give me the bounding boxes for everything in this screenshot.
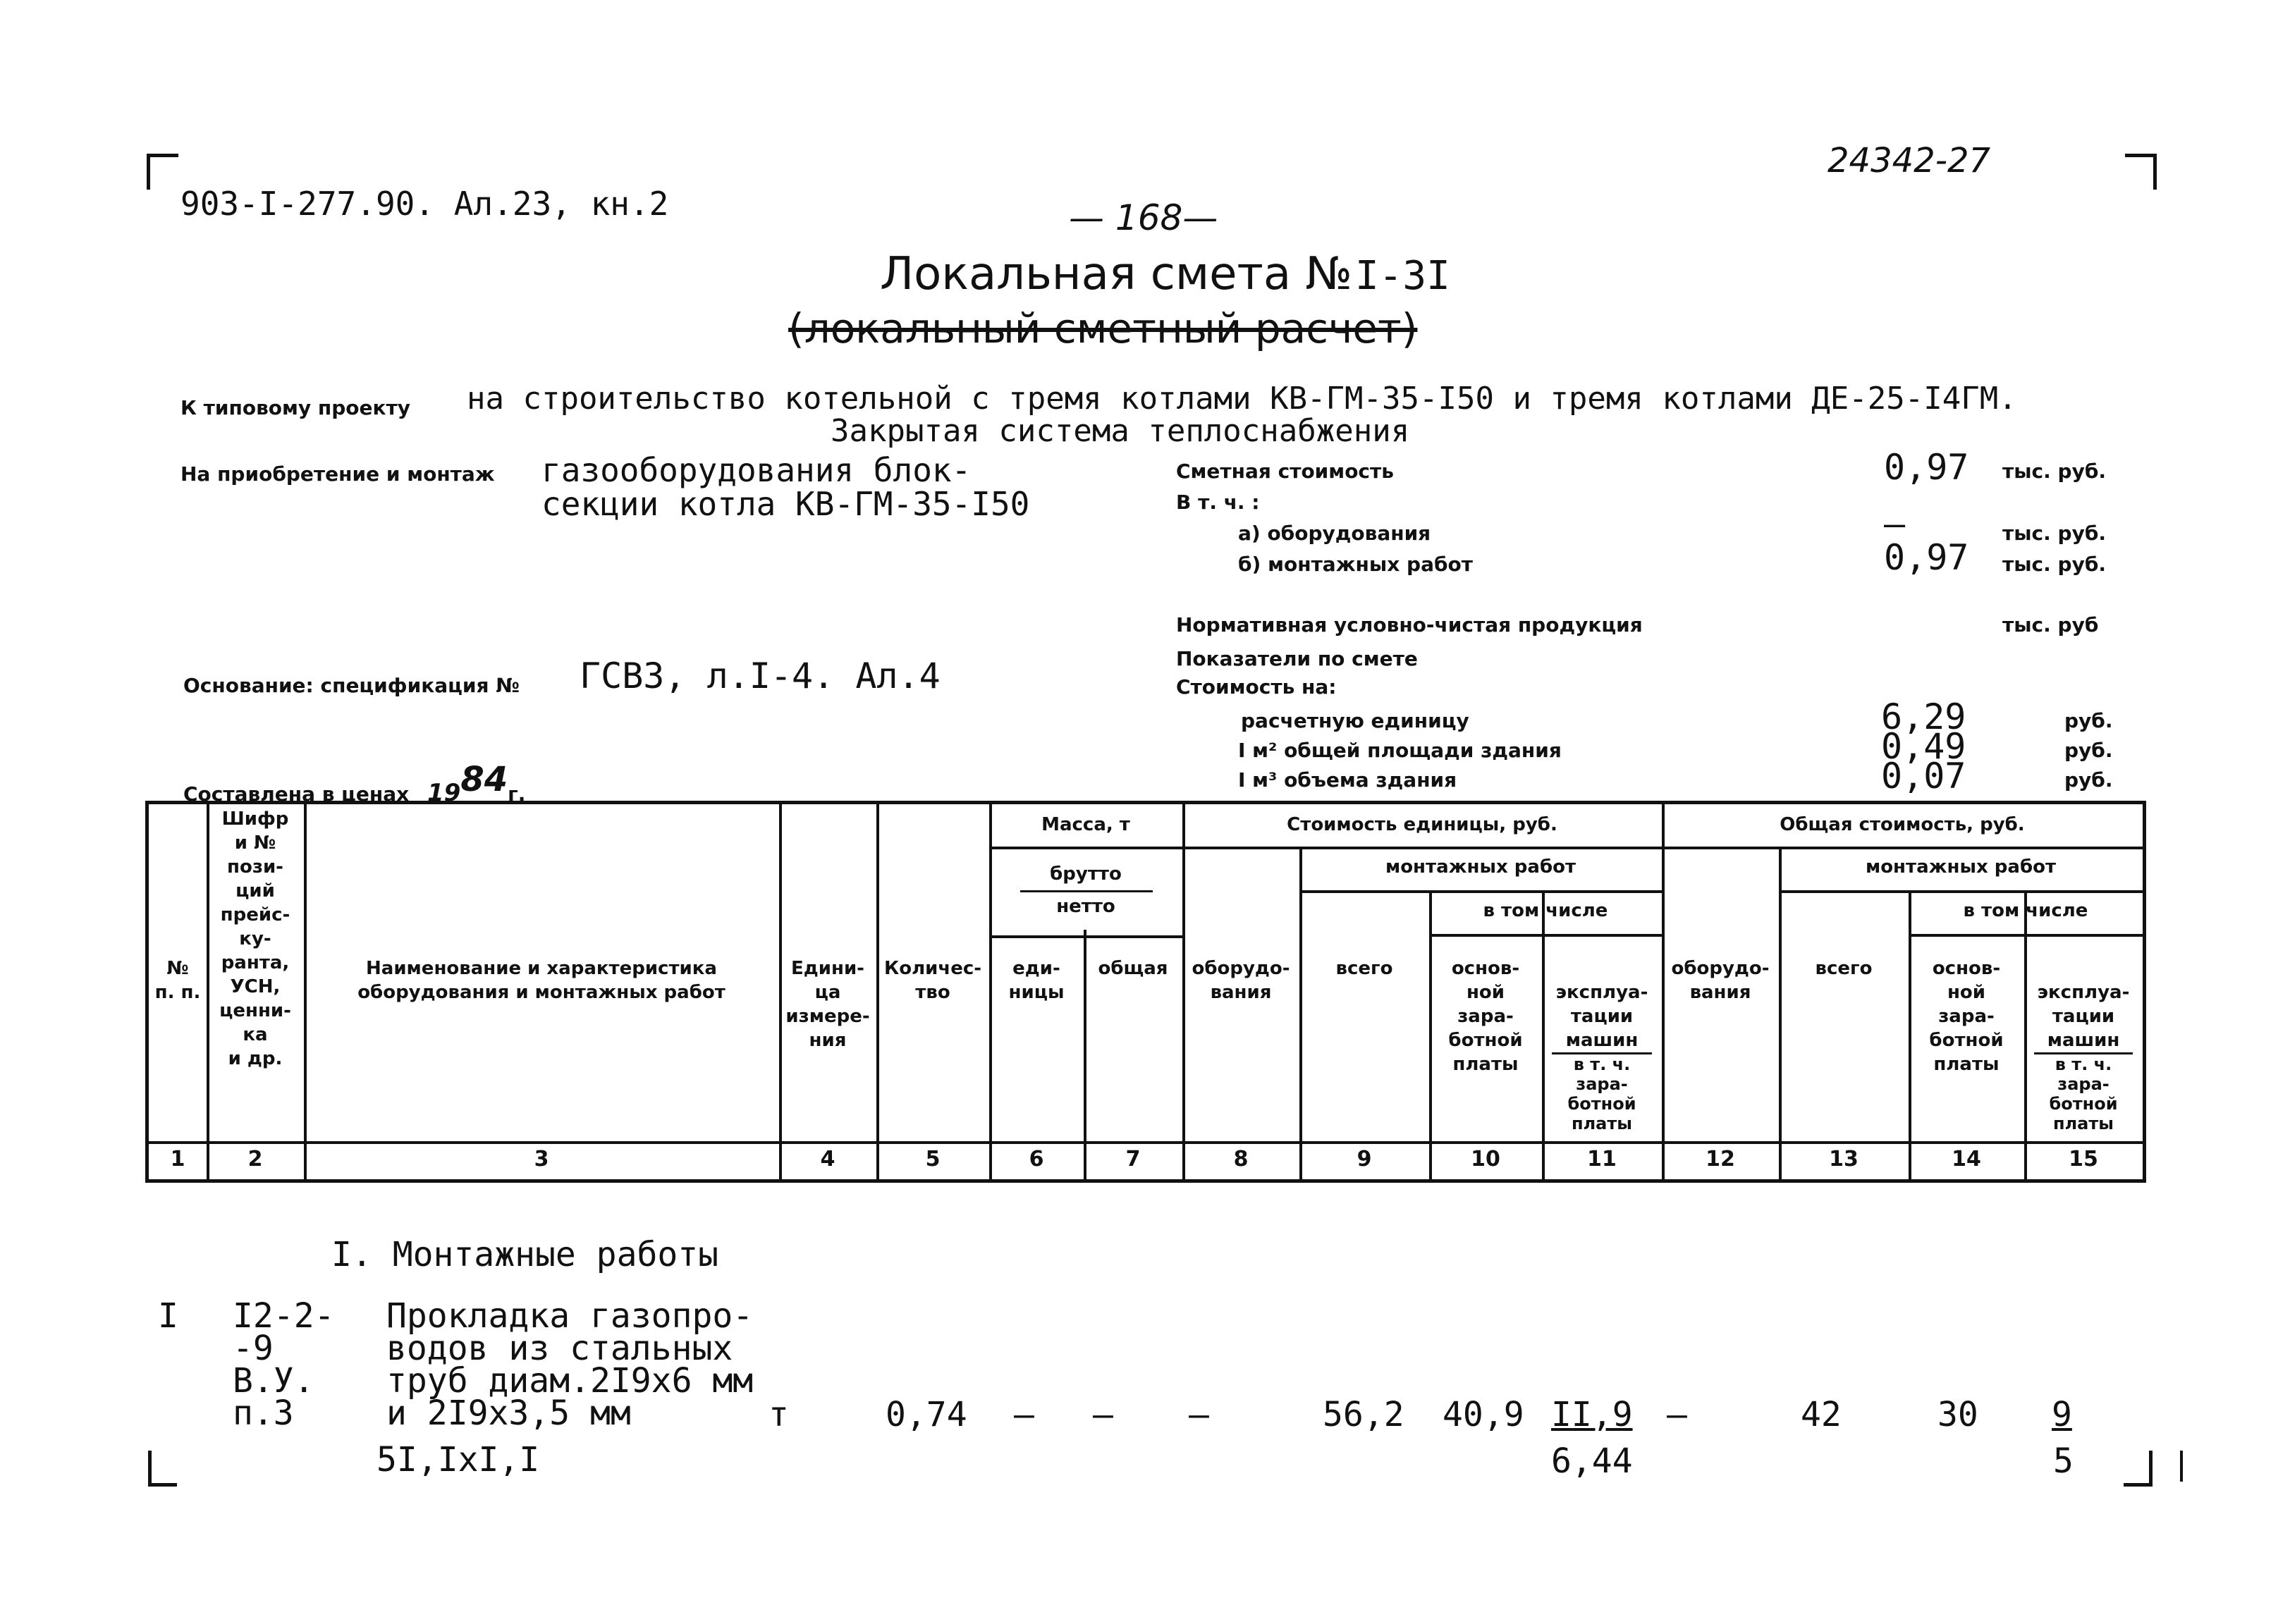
per-unit-value: 6,29 — [1881, 696, 1966, 737]
per-unit-label: расчетную единицу — [1241, 709, 1469, 732]
row-1-qty: 0,74 — [886, 1395, 967, 1434]
mount-label: б) монтажных работ — [1238, 553, 1473, 576]
col-num-14: 14 — [1952, 1147, 1981, 1171]
col-4-header: Едини- ца измере- ния — [785, 958, 870, 1051]
per-m3-value: 0,07 — [1881, 756, 1966, 796]
brutto-header: брутто — [1050, 863, 1122, 885]
col-num-5: 5 — [925, 1147, 941, 1171]
incl-label: В т. ч. : — [1176, 491, 1260, 514]
unit-cost-header: Стоимость единицы, руб. — [1287, 814, 1557, 835]
col-7-header: общая — [1098, 958, 1168, 979]
row-1-machines-total: 9 — [2052, 1395, 2072, 1434]
col-8-header: оборудо- вания — [1192, 958, 1290, 1003]
col-num-8: 8 — [1233, 1147, 1249, 1171]
corner-mark-bottom-left — [148, 1451, 177, 1487]
mount-unit: тыс. руб. — [2002, 553, 2107, 576]
mount-value: 0,97 — [1884, 537, 1969, 578]
row-1-number: I — [158, 1296, 178, 1336]
row-1-machines: II,9 — [1551, 1395, 1633, 1434]
per-m3-unit: руб. — [2064, 768, 2113, 792]
purpose-line-1: газооборудования блок- — [541, 451, 972, 489]
col-14-header: основ- ной зара- ботной платы — [1929, 958, 2004, 1075]
row-1-code-4: п.3 — [233, 1394, 294, 1433]
col-num-11: 11 — [1587, 1147, 1617, 1171]
section-title: I. Монтажные работы — [331, 1235, 719, 1274]
col-6-header: еди- ницы — [1008, 958, 1065, 1003]
normative-label: Нормативная условно-чистая продукция — [1176, 613, 1643, 636]
cost-on-label: Стоимость на: — [1176, 675, 1337, 699]
row-1-mass-total: – — [1093, 1395, 1113, 1434]
row-1-code-3: В.У. — [233, 1361, 314, 1401]
row-1-mount-total-2: 42 — [1801, 1395, 1842, 1434]
per-m2-unit: руб. — [2064, 739, 2113, 762]
row-1-name-2: водов из стальных — [386, 1329, 733, 1368]
corner-mark-bottom-right — [2124, 1451, 2153, 1487]
row-1-base-wage: 40,9 — [1443, 1395, 1524, 1434]
equip-unit: тыс. руб. — [2002, 522, 2107, 545]
col-3-header: Наименование и характеристика оборудования и монтажных работ — [357, 958, 725, 1003]
incl-header: в том числе — [1483, 900, 1608, 921]
corner-mark-top-left — [147, 154, 178, 190]
col-num-10: 10 — [1471, 1147, 1500, 1171]
equip-label: а) оборудования — [1238, 522, 1431, 545]
col-num-4: 4 — [820, 1147, 835, 1171]
estimate-table-header — [145, 801, 2146, 1183]
col-num-2: 2 — [247, 1147, 263, 1171]
project-line-1: на строительство котельной с тремя котлами КВ-ГМ-35-I50 и тремя котлами ДЕ-25-I4ГМ. — [467, 381, 2017, 417]
col-13-header: всего — [1815, 958, 1873, 979]
col-11-header: эксплуа- тации машин в т. ч. зара- ботной платы — [1542, 956, 1662, 1157]
row-1-machines-wage-total: 5 — [2053, 1441, 2074, 1481]
corner-mark-top-right — [2125, 154, 2157, 190]
row-1-equip-total: – — [1667, 1395, 1687, 1434]
total-cost-label: Сметная стоимость — [1176, 460, 1394, 483]
subtitle-struck: (локальный сметный расчет) — [788, 304, 1418, 352]
mount-works-header: монтажных работ — [1385, 856, 1576, 878]
col-5-header: Количес- тво — [883, 958, 982, 1003]
basis-value: ГСВЗ, л.I-4. Ал.4 — [580, 656, 941, 696]
basis-label: Основание: спецификация № — [183, 674, 520, 697]
project-line-2: Закрытая система теплоснабжения — [831, 413, 1410, 449]
col-num-13: 13 — [1829, 1147, 1859, 1171]
col-num-1: 1 — [170, 1147, 185, 1171]
col-2-header: Шифр и № пози- ций прейс- ку- ранта, УСН, ценни- ка и др. — [219, 808, 291, 1069]
col-num-3: 3 — [534, 1147, 549, 1171]
archive-number: 24342-27 — [1827, 141, 1991, 180]
incl-2-header: в том числе — [1963, 900, 2088, 921]
per-m2-value: 0,49 — [1881, 726, 1966, 767]
row-1-name-1: Прокладка газопро- — [386, 1296, 754, 1336]
prices-line: Составлена в ценах 1984г. — [183, 760, 526, 807]
row-1-formula: 5I,IхI,I — [376, 1440, 540, 1480]
page-number: — 168— — [1069, 197, 1218, 238]
per-m3-label: I м³ объема здания — [1238, 768, 1457, 792]
row-1-equip-unit-cost: – — [1189, 1395, 1209, 1434]
mass-header: Масса, т — [1041, 814, 1130, 835]
edge-mark-right — [2180, 1451, 2183, 1482]
col-10-header: основ- ной зара- ботной платы — [1448, 958, 1523, 1075]
mount-works-2-header: монтажных работ — [1865, 856, 2057, 878]
estimate-number: I-3I — [1354, 253, 1450, 299]
total-cost-unit: тыс. руб. — [2002, 460, 2107, 483]
project-label: К типовому проекту — [180, 396, 411, 419]
page-title: Локальная смета № I-3I — [880, 248, 1450, 300]
row-1-mount-total: 56,2 — [1323, 1395, 1404, 1434]
col-num-15: 15 — [2069, 1147, 2098, 1171]
row-1-mass-unit: – — [1014, 1395, 1034, 1434]
col-num-9: 9 — [1357, 1147, 1372, 1171]
row-1-code-2: -9 — [233, 1329, 274, 1368]
col-9-header: всего — [1335, 958, 1393, 979]
equip-value: – — [1884, 503, 1906, 544]
indicators-label: Показатели по смете — [1176, 647, 1418, 670]
col-15-header: эксплуа- тации машин в т. ч. зара- ботной платы — [2024, 956, 2143, 1157]
per-unit-unit: руб. — [2064, 709, 2113, 732]
netto-header: нетто — [1056, 896, 1115, 917]
row-1-unit: т — [769, 1395, 789, 1434]
col-num-7: 7 — [1125, 1147, 1141, 1171]
price-year: 84 — [460, 760, 508, 799]
col-num-12: 12 — [1706, 1147, 1735, 1171]
purpose-line-2: секции котла КВ-ГМ-35-I50 — [541, 485, 1030, 523]
per-m2-label: I м² общей площади здания — [1238, 739, 1562, 762]
col-12-header: оборудо- вания — [1671, 958, 1770, 1003]
col-1-header: № п. п. — [154, 958, 201, 1003]
purpose-label: На приобретение и монтаж — [180, 462, 495, 486]
row-1-code-1: I2-2- — [233, 1296, 335, 1336]
normative-unit: тыс. руб — [2002, 613, 2099, 636]
total-cost-value: 0,97 — [1884, 447, 1969, 488]
row-1-base-wage-total: 30 — [1937, 1395, 1978, 1434]
row-1-name-4: и 2I9х3,5 мм — [386, 1394, 631, 1433]
col-num-6: 6 — [1029, 1147, 1044, 1171]
document-code: 903-I-277.90. Ал.23, кн.2 — [180, 185, 669, 223]
row-1-name-3: труб диам.2I9х6 мм — [386, 1361, 754, 1401]
total-cost-header: Общая стоимость, руб. — [1780, 814, 2025, 835]
row-1-machines-wage: 6,44 — [1551, 1441, 1633, 1481]
